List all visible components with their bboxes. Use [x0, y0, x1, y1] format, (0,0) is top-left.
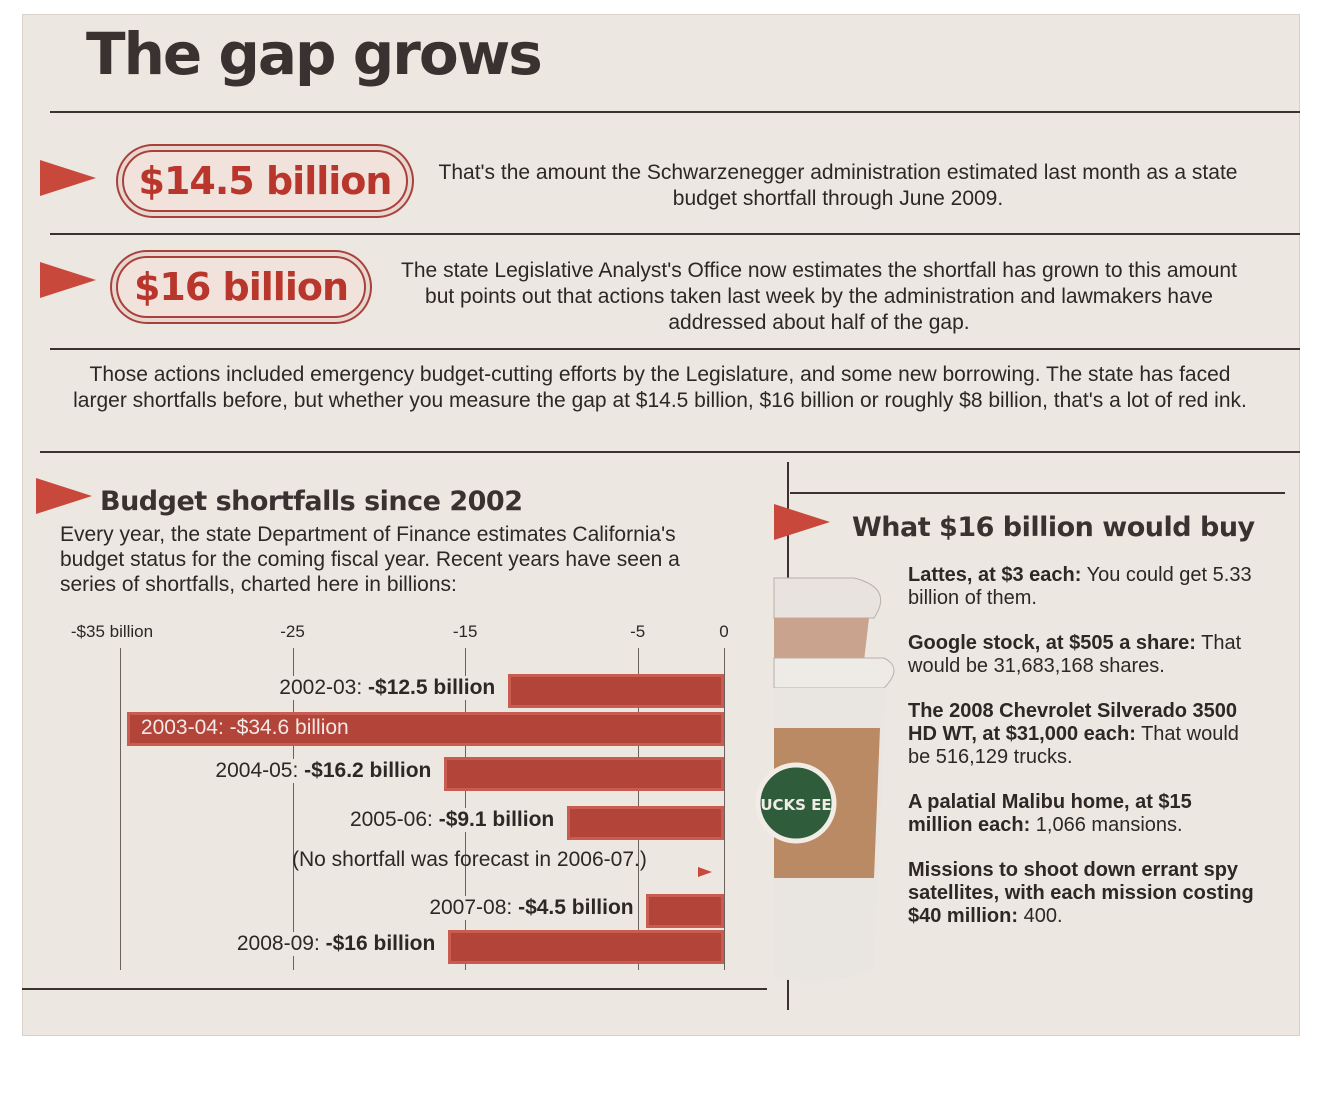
bar-label — [276, 676, 498, 700]
bar-category: 2002-03: — [279, 676, 369, 699]
cup-logo-text: UCKS EE — [760, 796, 832, 814]
divider — [50, 111, 1300, 113]
chart-bar — [646, 894, 724, 928]
item-label: The 2008 Chevrolet Silverado 3500 HD WT, at $31,000 each: — [908, 700, 1238, 745]
chart-note: (No shortfall was forecast in 2006-07.) — [292, 848, 647, 871]
section-heading: Budget shortfalls since 2002 — [100, 486, 523, 517]
summary-text: Those actions included emergency budget-cutting efforts by the Legislature, and some new borrowing. The state has faced larger shortfalls before, but whether you measure the gap at $14.5 billion, $16 billion or roughly $8 billion, that's a lot of red ink. — [73, 363, 1247, 412]
item-text: You could get 5.33 billion of them. — [908, 564, 1252, 609]
x-tick-label: -5 — [630, 622, 646, 641]
bar-label — [212, 759, 434, 783]
bar-category: 2007-08: — [429, 896, 519, 919]
x-tick-label: -15 — [452, 622, 478, 641]
chart-intro: Every year, the state Department of Finance estimates California's budget status for the coming fiscal year. Recent years have seen a series of shortfalls, charted here in billions: — [60, 523, 680, 596]
list-item — [908, 700, 1258, 769]
pointer-arrow-icon — [40, 160, 96, 196]
pointer-arrow-icon — [774, 504, 830, 540]
x-tick-label: -25 — [280, 622, 305, 641]
list-item — [908, 859, 1258, 928]
chart-gridline — [120, 648, 121, 970]
bar-value-label: -$4.5 billion — [518, 896, 634, 919]
x-tick-label: 0 — [719, 622, 729, 641]
pointer-arrow-icon — [40, 262, 96, 298]
bar-category: 2008-09: — [236, 932, 326, 955]
bar-label — [234, 932, 438, 956]
amount-badge: $16 billion — [116, 256, 366, 318]
bar-category: 2004-05: — [215, 759, 305, 782]
buy-list — [908, 564, 1258, 950]
bar-category: 2005-06: — [349, 808, 439, 831]
bar-value-label: -$12.5 billion — [368, 676, 496, 699]
callout-text: That's the amount the Schwarzenegger administration estimated last month as a state budget shortfall through June 2009. — [438, 161, 1238, 210]
item-label: Google stock, at $505 a share: — [908, 632, 1196, 654]
chart-bar — [444, 757, 724, 791]
item-label: A palatial Malibu home, at $15 million each: — [908, 791, 1192, 836]
bar-value-label: -$9.1 billion — [438, 808, 555, 831]
section-heading: What $16 billion would buy — [852, 512, 1255, 543]
bar-value-label: -$34.6 billion — [229, 716, 349, 739]
item-text: 1,066 mansions. — [1030, 814, 1183, 836]
divider — [22, 988, 767, 990]
page-title: The gap grows — [86, 20, 541, 88]
item-label: Lattes, at $3 each: — [908, 564, 1082, 586]
divider — [50, 233, 1300, 235]
list-item — [908, 791, 1258, 837]
callout-text: The state Legislative Analyst's Office now estimates the shortfall has grown to this amount but points out that actions taken last week by the administration and lawmakers have addressed about half of the gap. — [401, 259, 1237, 334]
chart-bar — [567, 806, 724, 840]
bar-label — [426, 896, 636, 920]
item-text: That would be 31,683,168 shares. — [908, 632, 1242, 677]
list-item — [908, 632, 1258, 678]
chart-gridline — [724, 648, 725, 970]
pointer-arrow-icon — [698, 867, 712, 877]
item-text: 400. — [1018, 905, 1063, 927]
x-tick-label: -$35 billion — [70, 622, 154, 641]
bar-label — [135, 715, 355, 741]
divider — [790, 492, 1285, 494]
list-item — [908, 564, 1258, 610]
bar-value-label: -$16.2 billion — [304, 759, 432, 782]
chart-bar — [508, 674, 724, 708]
bar-value-label: -$16 billion — [325, 932, 436, 955]
bar-label — [347, 808, 557, 832]
bar-category: 2003-04: — [140, 716, 230, 739]
divider — [50, 348, 1300, 350]
item-text: That would be 516,129 trucks. — [908, 723, 1239, 768]
divider — [40, 451, 1300, 453]
amount-badge: $14.5 billion — [122, 150, 408, 212]
item-label: Missions to shoot down errant spy satellites, with each mission costing $40 million: — [908, 859, 1254, 927]
pointer-arrow-icon — [36, 478, 92, 514]
chart-bar — [448, 930, 724, 964]
